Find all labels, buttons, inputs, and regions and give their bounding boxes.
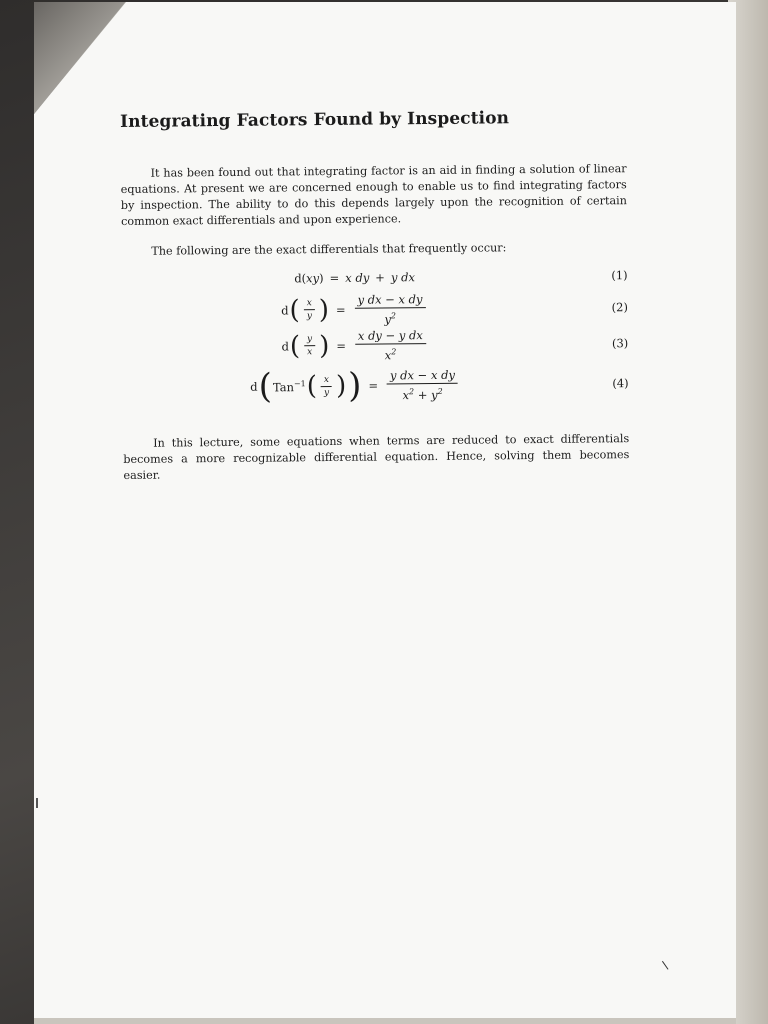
equation-number: (3) (611, 336, 629, 351)
ink-mark (36, 798, 38, 808)
page-content (120, 107, 630, 484)
equation-3-formula: d ( $\frac{y}{x}$ ) = $\frac{\text{x dy − y dx}}{x^2}$ (122, 327, 588, 364)
equation-1-formula: d( xy ) = x dy + y dx (294, 270, 415, 286)
closing-paragraph: In this lecture, some equations when terms are reduced to exact differentials becomes a more recognizable differential equation. Hence, solving them becomes easier. (123, 432, 630, 482)
equation-2 (122, 289, 628, 330)
equation-4 (122, 361, 628, 410)
differentials-intro: The following are the exact differentials that frequently occur: (151, 241, 507, 258)
equation-number: (1) (611, 268, 628, 283)
equation-number: (4) (612, 376, 629, 391)
equation-number: (2) (611, 300, 628, 315)
equation-2-formula: d ( $\frac{x}{y}$ ) = $\frac{\text{y dx − x dy}}{y^2}$ (122, 291, 588, 328)
intro-paragraph: It has been found out that integrating factor is an aid in finding a solution of linear equations. At present we are concerned enough to enable us to find integrating factors by inspection. The ability to do this depends largely upon the recognition of certain common exact differentials and upon experience. (120, 162, 627, 228)
paper-bottom-edge (34, 1018, 736, 1024)
equation-4-formula: d ( Tan$^{-1}$ ( $\frac{x}{y}$ ) ) = $\frac{\text{y dx − x dy}}{x^2 + y^2}$ (122, 367, 588, 405)
page-title: Integrating Factors Found by Inspection (120, 108, 510, 132)
equation-3 (122, 325, 628, 366)
equation-list (121, 261, 628, 410)
